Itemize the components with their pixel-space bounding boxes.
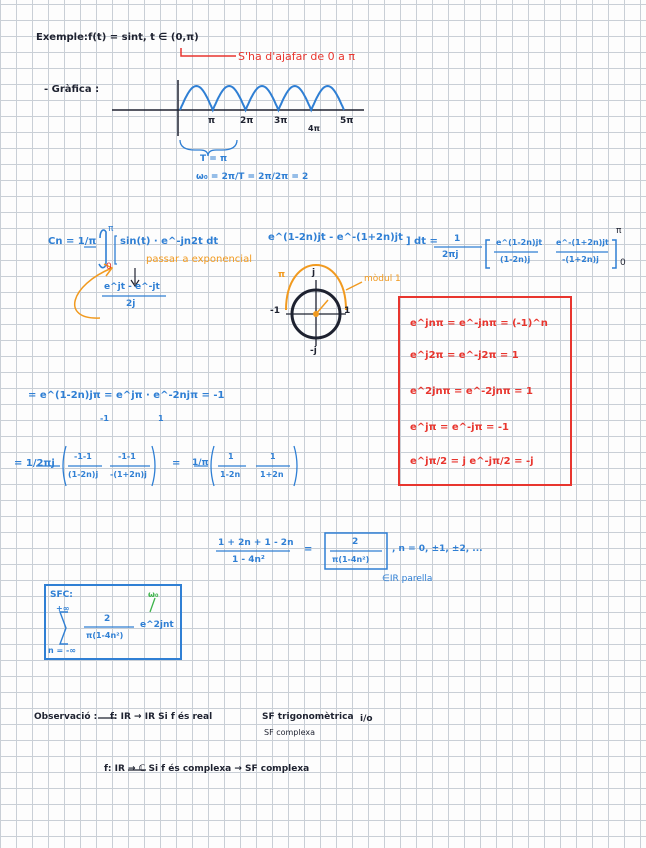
identity-5: e^jπ/2 = j e^-jπ/2 = -j xyxy=(410,456,534,467)
cn-middle: e^(1-2n)jt - e^-(1+2n)jt xyxy=(268,232,403,243)
cn-prefix: Cn = 1/π xyxy=(48,236,97,247)
step-line-3-eq: = xyxy=(304,544,313,555)
sfc-exp: e^2jnt xyxy=(140,620,174,630)
term1-num: e^(1-2n)jt xyxy=(496,238,543,247)
example-function: f(t) = sint, t ∈ (0,π) xyxy=(88,32,199,43)
circle-module: mòdul 1 xyxy=(364,274,401,284)
term1-den: (1-2n)j xyxy=(500,255,531,264)
integral-bracket xyxy=(115,236,117,264)
omega-label: ω₀ = 2π/T = 2π/2π = 2 xyxy=(196,172,309,182)
sfc-omega: ω₀ xyxy=(148,590,159,599)
obs-line-1-b: SF trigonomètrica xyxy=(262,712,354,722)
step-line-1-sub-2: 1 xyxy=(158,414,164,423)
circle-j: j xyxy=(312,268,316,278)
period-label: T = π xyxy=(200,154,228,164)
result-num: 2 xyxy=(352,537,359,547)
sfc-upper: +∞ xyxy=(56,604,70,613)
module-arrow xyxy=(346,282,362,290)
example-note: S'ha d'ajafar de 0 a π xyxy=(238,50,355,63)
step-c-num-2: 1 xyxy=(270,452,276,461)
result-den: π(1-4n²) xyxy=(332,555,370,564)
cn-upper: π xyxy=(108,224,114,234)
tick-1: π xyxy=(208,116,216,126)
step-line-1: = e^(1-2n)jπ = e^jπ · e^-2njπ = -1 xyxy=(28,390,225,401)
sfc-lower: n = -∞ xyxy=(48,646,76,655)
step-line-2-eq: = xyxy=(172,458,181,469)
cn-frac-den: 2πj xyxy=(442,250,459,260)
cn-dt: ] dt = xyxy=(406,236,438,247)
sfc-num: 2 xyxy=(104,614,111,624)
circle-minus-j: -j xyxy=(310,346,317,356)
sfc-den: π(1-4n²) xyxy=(86,631,124,640)
identity-1: e^jnπ = e^-jnπ = (-1)^n xyxy=(410,318,548,329)
identity-3: e^2jnπ = e^-2jnπ = 1 xyxy=(410,386,533,397)
integral-sign xyxy=(99,230,106,268)
step-c-pre: 1/π xyxy=(192,458,209,468)
paren-left-1 xyxy=(63,446,66,486)
sine-arches xyxy=(180,86,344,110)
sfc-title: SFC: xyxy=(50,590,73,600)
obs-line-2: f: IR → ℂ Si f és complexa → SF complexa xyxy=(104,764,310,774)
obs-line-1-c: SF complexa xyxy=(264,728,316,737)
cn-frac-num: 1 xyxy=(454,234,461,244)
circle-minus-one: -1 xyxy=(270,306,280,316)
example-label: Exemple: xyxy=(36,32,88,43)
graph-label: - Gràfica : xyxy=(44,84,100,95)
note-pointer xyxy=(181,48,236,56)
step-a-num: -1-1 xyxy=(74,452,92,461)
step-c-den-2: 1+2n xyxy=(260,470,284,479)
circle-pi: π xyxy=(278,270,286,280)
exp-den: 2j xyxy=(126,299,136,309)
step-line-2-prefix: = 1/2πj xyxy=(14,458,55,469)
term2-num: e^-(1+2n)jt xyxy=(556,238,609,247)
obs-line-1-or: i/o xyxy=(360,714,373,724)
parity-note: ∈IR parella xyxy=(382,574,433,584)
result-bracket-left xyxy=(486,240,490,268)
step-line-3-num: 1 + 2n + 1 - 2n xyxy=(218,538,294,548)
n-values: , n = 0, ±1, ±2, ... xyxy=(392,544,483,554)
step-line-3-den: 1 - 4n² xyxy=(232,555,265,565)
step-b-den: -(1+2n)j xyxy=(110,470,147,479)
term2-den: -(1+2n)j xyxy=(562,255,599,264)
circle-center xyxy=(313,311,319,317)
circle-one: 1 xyxy=(344,306,351,316)
tick-5: 5π xyxy=(340,116,354,126)
tick-3: 3π xyxy=(274,116,288,126)
paren-left-2 xyxy=(211,446,214,486)
tick-4: 4π xyxy=(308,124,320,133)
step-line-1-sub-1: -1 xyxy=(100,414,109,423)
bracket-lower: 0 xyxy=(620,258,626,268)
identity-2: e^j2π = e^-j2π = 1 xyxy=(410,350,519,361)
tick-2: 2π xyxy=(240,116,254,126)
obs-label: Observació : xyxy=(34,712,98,722)
result-bracket-right xyxy=(612,240,616,268)
exp-note: passar a exponencial xyxy=(146,254,252,265)
paren-right-1 xyxy=(152,446,155,486)
cn-lower: 0 xyxy=(106,262,112,272)
paren-right-2 xyxy=(294,446,297,486)
step-a-den: (1-2n)j xyxy=(68,470,99,479)
obs-line-1-a: f: IR → IR Si f és real xyxy=(110,712,213,722)
exp-num: e^jt - e^-jt xyxy=(104,282,160,292)
cn-integrand: sin(t) · e^-jn2t dt xyxy=(120,236,219,247)
step-c-num-1: 1 xyxy=(228,452,234,461)
step-c-den-1: 1-2n xyxy=(220,470,241,479)
identity-4: e^jπ = e^-jπ = -1 xyxy=(410,422,509,433)
step-b-num: -1-1 xyxy=(118,452,136,461)
bracket-upper: π xyxy=(616,226,622,236)
